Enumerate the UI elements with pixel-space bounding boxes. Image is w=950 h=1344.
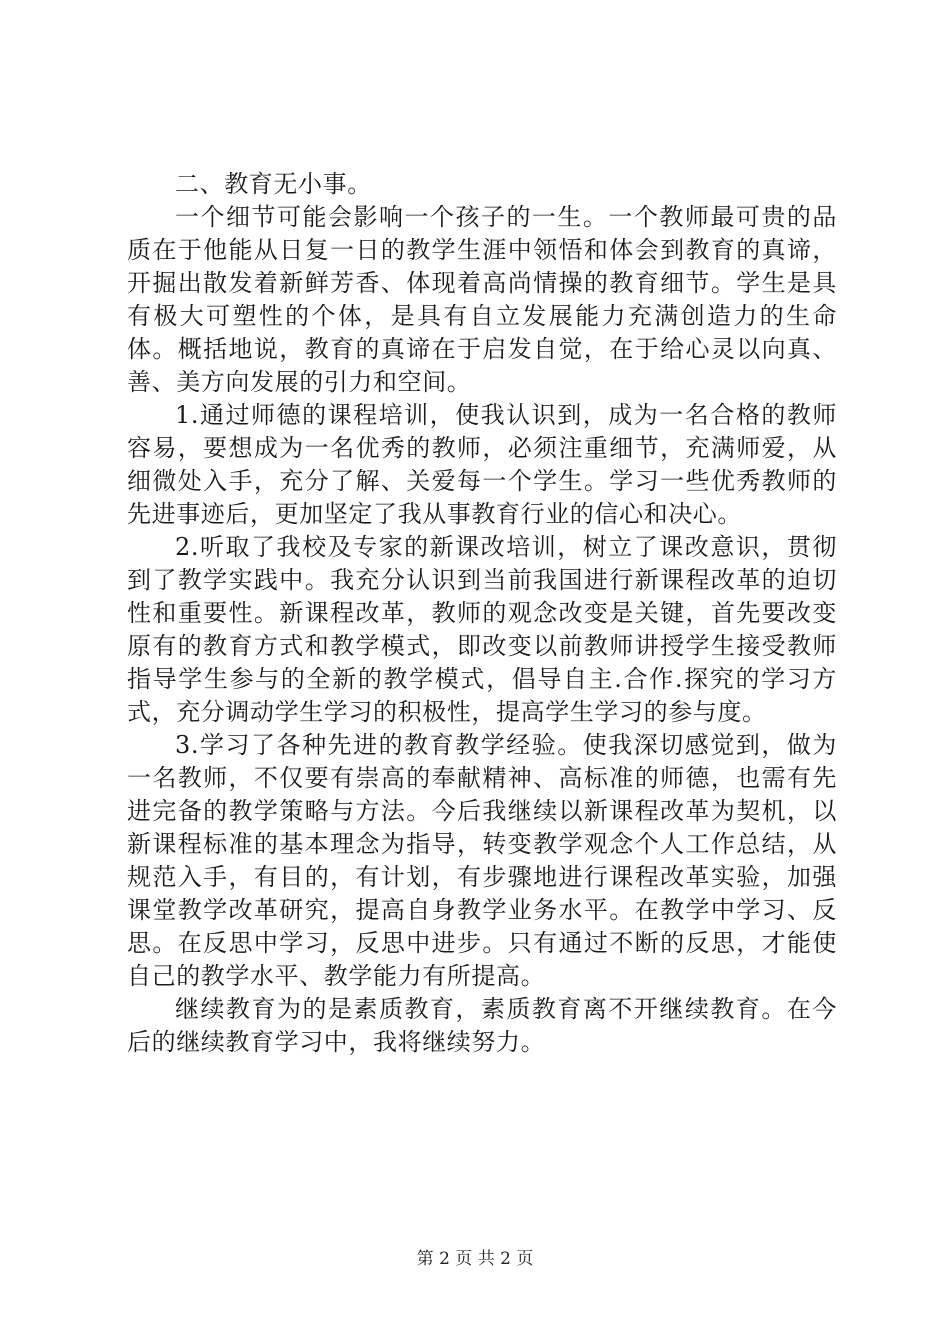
page-number-footer: 第 2 页 共 2 页 [416, 1249, 534, 1269]
section-heading: 二、教育无小事。 [175, 170, 372, 198]
paragraph: 1.通过师德的课程培训，使我认识到，成为一名合格的教师容易，要想成为一名优秀的教师，必须注重细节，充满师爱，从细微处入手，充分了解、关爱每一个学生。学习一些优秀教师的先进事迹后，更加坚定了我从事教育行业的信心和决心。 [127, 401, 837, 528]
document-body [127, 168, 837, 1059]
paragraph: 3.学习了各种先进的教育教学经验。使我深切感觉到，做为一名教师，不仅要有崇高的奉献精神、高标准的师德，也需有先进完备的教学策略与方法。今后我继续以新课程改革为契机，以新课程标准的基本理念为指导，转变教学观念个人工作总结，从规范入手，有目的，有计划，有步骤地进行课程改革实验，加强课堂教学改革研究，提高自身教学业务水平。在教学中学习、反思。在反思中学习，反思中进步。只有通过不断的反思，才能使自己的教学水平、教学能力有所提高。 [127, 731, 837, 990]
paragraph: 2.听取了我校及专家的新课改培训，树立了课改意识，贯彻到了教学实践中。我充分认识到当前我国进行新课程改革的迫切性和重要性。新课程改革，教师的观念改变是关键，首先要改变原有的教育方式和教学模式，即改变以前教师讲授学生接受教师指导学生参与的全新的教学模式，倡导自主.合作.探究的学习方式，充分调动学生学习的积极性，提高学生学习的参与度。 [127, 533, 837, 726]
paragraph: 一个细节可能会影响一个孩子的一生。一个教师最可贵的品质在于他能从日复一日的教学生涯中领悟和体会到教育的真谛，开掘出散发着新鲜芳香、体现着高尚情操的教育细节。学生是具有极大可塑性的个体，是具有自立发展能力充满创造力的生命体。概括地说，教育的真谛在于启发自觉，在于给心灵以向真、善、美方向发展的引力和空间。 [127, 203, 837, 396]
paragraph: 继续教育为的是素质教育，素质教育离不开继续教育。在今后的继续教育学习中，我将继续努力。 [127, 995, 837, 1056]
